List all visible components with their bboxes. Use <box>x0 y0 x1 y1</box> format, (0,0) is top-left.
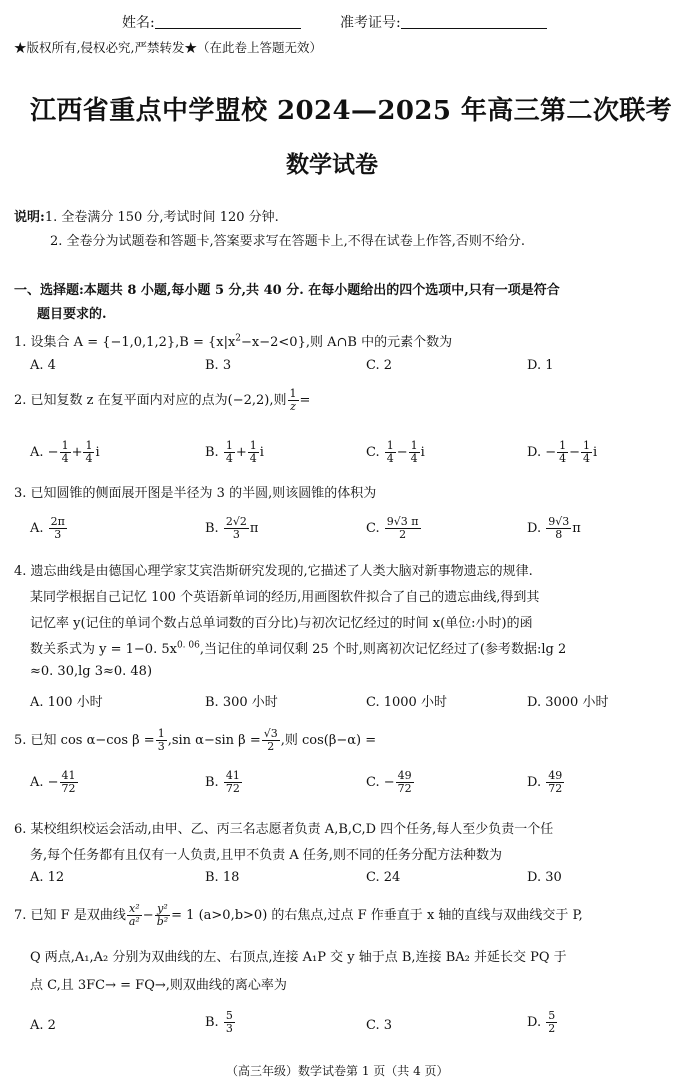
q1-option-a[interactable]: A. 4 <box>30 358 56 373</box>
q2-stem-post: = <box>299 393 311 408</box>
q2-stem-pre: 2. 已知复数 z 在复平面内对应的点为(−2,2),则 <box>14 393 287 408</box>
q6-option-c[interactable]: C. 24 <box>366 870 401 885</box>
name-blank <box>155 14 301 29</box>
q2-option-a[interactable]: A. − $\frac{1}{4}$ + $\frac{1}{4}$ i <box>30 439 100 465</box>
exam-no-label: 准考证号: <box>340 15 401 31</box>
q4-option-a[interactable]: A. 100 小时 <box>30 695 103 710</box>
q2-option-c[interactable]: C. $\frac{1}{4}$ − $\frac{1}{4}$ i <box>366 439 425 465</box>
q4-option-d[interactable]: D. 3000 小时 <box>527 695 609 710</box>
copyright-notice: ★版权所有,侵权必究,严禁转发★（在此卷上答题无效） <box>14 40 322 55</box>
q1-stem-pre: 1. 设集合 A = {−1,0,1,2},B = {x|x <box>14 335 236 350</box>
q7-option-a[interactable]: A. 2 <box>30 1018 56 1033</box>
q5-option-c[interactable]: C. − $\frac{49}{72}$ <box>366 769 412 795</box>
section1-heading: 一、选择题:本题共 8 小题,每小题 5 分,共 40 分. 在每小题给出的四个选项中,只有一项是符合 <box>14 283 560 298</box>
page-subtitle: 数学试卷 <box>286 151 378 178</box>
instruction-label: 说明: <box>14 210 45 225</box>
q6-line-1: 6. 某校组织校运会活动,由甲、乙、丙三名志愿者负责 A,B,C,D 四个任务,每人至少负责一个任 <box>14 822 554 837</box>
q7-line-2: Q 两点,A₁,A₂ 分别为双曲线的左、右顶点,连接 A₁P 交 y 轴于点 B,连接 BA₂ 并延长交 PQ 于 <box>30 950 567 965</box>
q2-stem <box>14 388 310 413</box>
q5-option-a[interactable]: A. − $\frac{41}{72}$ <box>30 769 76 795</box>
q5-stem: 5. 已知 cos α−cos β = $\frac{1}{3}$ ,sin α−sin β = $\frac{√3}{2}$ ,则 cos(β−α) = <box>14 727 377 753</box>
q5-option-d[interactable]: D. $\frac{49}{72}$ <box>527 769 563 795</box>
q7-line-1: 7. 已知 F 是双曲线 $\frac{\text{x²}}{\text{a²}}$ − $\frac{\text{y²}}{\text{b²}}$ = 1 (a>0,b>0) 的右焦点,过点 F 作垂直于 x 轴的直线与双曲线交于 P, <box>14 902 583 928</box>
q6-option-d[interactable]: D. 30 <box>527 870 562 885</box>
name-field <box>122 12 301 32</box>
name-label: 姓名: <box>122 15 155 31</box>
exam-no-blank <box>401 14 547 29</box>
q1-option-d[interactable]: D. 1 <box>527 358 554 373</box>
instruction-line-2: 2. 全卷分为试题卷和答题卡,答案要求写在答题卡上,不得在试卷上作答,否则不给分. <box>50 234 526 249</box>
q7-option-b[interactable]: B. $\frac{5}{3}$ <box>205 1009 233 1035</box>
q3-option-a[interactable]: A. $\frac{2\pi}{3}$ <box>30 515 65 541</box>
q3-option-b[interactable]: B. $\frac{2√2}{3}$ π <box>205 515 259 541</box>
q2-option-d[interactable]: D. − $\frac{1}{4}$ − $\frac{1}{4}$ i <box>527 439 598 465</box>
page-title: 江西省重点中学盟校 2024—2025 年高三第二次联考 <box>30 96 673 126</box>
q7-line-3: 点 C,且 3FC→ = FQ→,则双曲线的离心率为 <box>30 978 287 993</box>
q4-line-3: 记忆率 y(记住的单词个数占总单词数的百分比)与初次记忆经过的时间 x(单位:小时)的函 <box>30 616 533 631</box>
q2-fraction: $\frac{1}{z}$ <box>289 387 297 413</box>
q2-option-b[interactable]: B. $\frac{1}{4}$ + $\frac{1}{4}$ i <box>205 439 264 465</box>
q3-option-d[interactable]: D. $\frac{9√3}{8}$ π <box>527 515 581 541</box>
page-footer: （高三年级）数学试卷第 1 页（共 4 页） <box>226 1064 449 1078</box>
q1-option-c[interactable]: C. 2 <box>366 358 393 373</box>
q6-line-2: 务,每个任务都有且仅有一人负责,且甲不负责 A 任务,则不同的任务分配方法种数为 <box>30 848 503 863</box>
q1-stem-post: −x−2<0},则 A∩B 中的元素个数为 <box>241 335 453 350</box>
q1-option-b[interactable]: B. 3 <box>205 358 232 373</box>
section1-heading-2: 题目要求的. <box>37 307 107 322</box>
q3-stem: 3. 已知圆锥的侧面展开图是半径为 3 的半圆,则该圆锥的体积为 <box>14 486 377 501</box>
q7-option-d[interactable]: D. $\frac{5}{2}$ <box>527 1009 556 1035</box>
q4-line-5: ≈0. 30,lg 3≈0. 48) <box>30 664 153 679</box>
q4-option-c[interactable]: C. 1000 小时 <box>366 695 447 710</box>
q4-line-2: 某同学根据自己记忆 100 个英语新单词的经历,用画图软件拟合了自己的遗忘曲线,得到其 <box>30 590 540 605</box>
q4-option-b[interactable]: B. 300 小时 <box>205 695 278 710</box>
q6-option-b[interactable]: B. 18 <box>205 870 240 885</box>
q5-option-b[interactable]: B. $\frac{41}{72}$ <box>205 769 240 795</box>
q6-option-a[interactable]: A. 12 <box>30 870 65 885</box>
exam-no-field <box>340 12 547 32</box>
q4-line-4: 数关系式为 y = 1−0. $5x^{0. 06}$,当记住的单词仅剩 25 个时,则离初次记忆经过了(参考数据:lg 2 <box>30 640 567 657</box>
q7-option-c[interactable]: C. 3 <box>366 1018 393 1033</box>
q3-option-c[interactable]: C. $\frac{9√3 \pi}{2}$ <box>366 515 419 541</box>
q1-sup: 2 <box>235 333 242 344</box>
q4-line-1: 4. 遗忘曲线是由德国心理学家艾宾浩斯研究发现的,它描述了人类大脑对新事物遗忘的规律. <box>14 564 533 579</box>
instruction-1 <box>14 206 279 225</box>
q1-stem <box>14 331 452 350</box>
instruction-line-1: 1. 全卷满分 150 分,考试时间 120 分钟. <box>44 210 279 225</box>
